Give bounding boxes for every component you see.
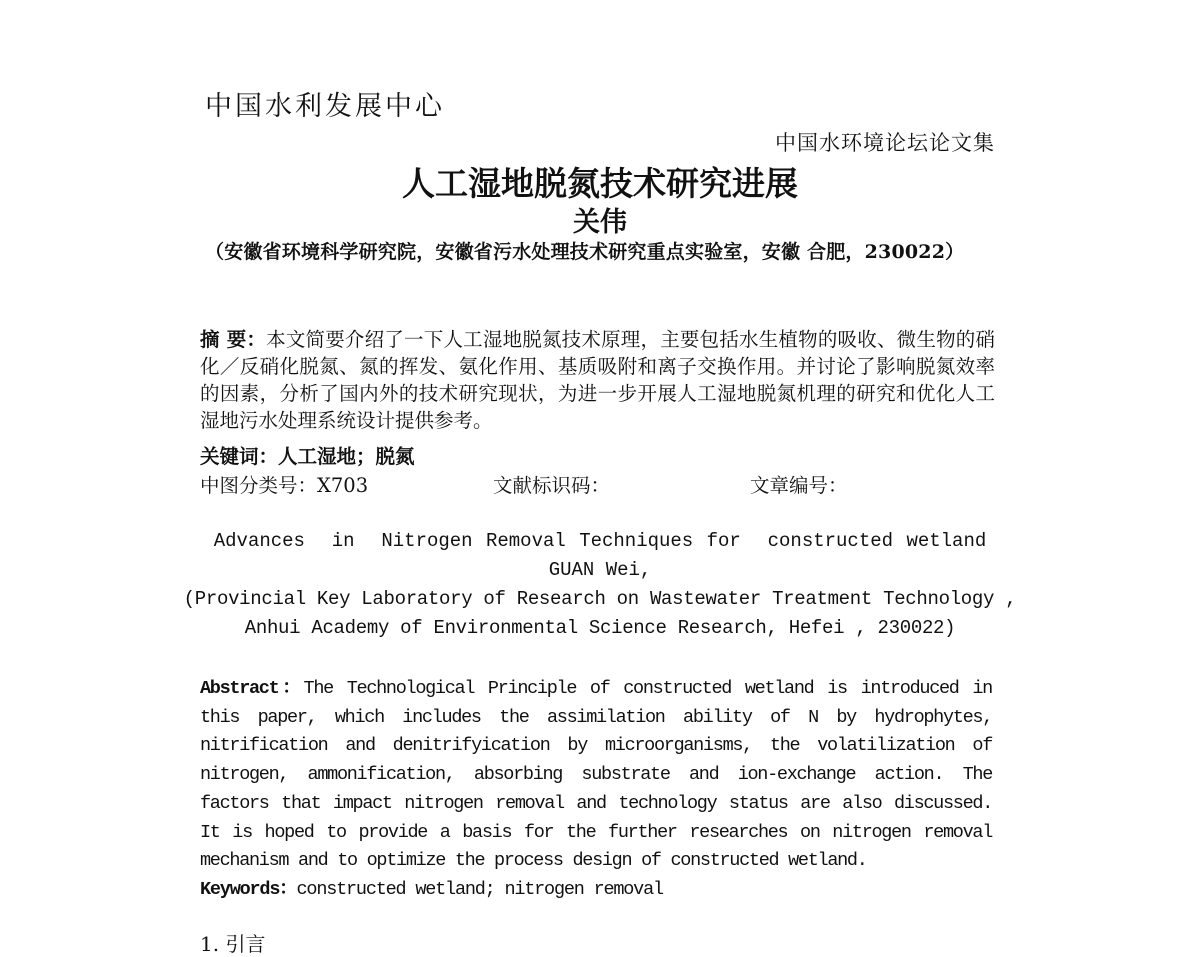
article-number: 文章编号： <box>750 474 848 497</box>
series-title: 中国水环境论坛论文集 <box>775 131 995 155</box>
abstract-en <box>200 675 992 876</box>
abstract-cn-text: 本文简要介绍了一下人工湿地脱氮技术原理，主要包括水生植物的吸收、微生物的硝化／反硝化脱氮、氮的挥发、氨化作用、基质吸附和离子交换作用。并讨论了影响脱氮效率的因素，分析了国内外的技术研究现状，为进一步开展人工湿地脱氮机理的研究和优化人工湿地污水处理系统设计提供参考。 <box>200 328 995 432</box>
doc-code: 文献标识码： <box>493 474 611 497</box>
author-cn: 关伟 <box>573 207 627 238</box>
keywords-cn: 关键词：人工湿地；脱氮 <box>200 445 415 468</box>
abstract-cn <box>200 326 995 434</box>
clc-number: 中图分类号：X703 <box>200 474 369 497</box>
keywords-en-label: Keywords： <box>200 879 297 900</box>
affiliation-cn: （安徽省环境科学研究院，安徽省污水处理技术研究重点实验室，安徽 合肥，230022） <box>205 241 965 263</box>
abstract-en-text: The Technological Principle of constructed wetland is introduced in this paper, which includes the assimilation ability of N by hydrophytes, nitrification and denitrifyication by microorganisms, the volatilization of nitrogen, ammonification, absorbing substrate and ion-exchange action. The factors that impact nitrogen removal and technology status are also discussed. It is hoped to provide a basis for the further researches on nitrogen removal mechanism and to optimize the process design of constructed wetland. <box>200 678 992 872</box>
abstract-en-label: Abstract： <box>200 678 304 699</box>
section-heading-introduction: 1. 引言 <box>200 932 266 956</box>
paper-title-cn: 人工湿地脱氮技术研究进展 <box>402 164 798 203</box>
paper-title-en: Advances in Nitrogen Removal Techniques for constructed wetland <box>213 530 987 552</box>
affiliation-en-line2: Anhui Academy of Environmental Science Research, Hefei , 230022) <box>244 617 956 639</box>
organization-header: 中国水利发展中心 <box>205 91 445 122</box>
keywords-en-text: constructed wetland; nitrogen removal <box>296 879 663 900</box>
author-en: GUAN Wei, <box>548 559 652 581</box>
keywords-en <box>200 874 663 900</box>
affiliation-en-line1: (Provincial Key Laboratory of Research on Wastewater Treatment Technology , <box>183 588 1017 610</box>
abstract-cn-label: 摘 要： <box>200 328 267 351</box>
